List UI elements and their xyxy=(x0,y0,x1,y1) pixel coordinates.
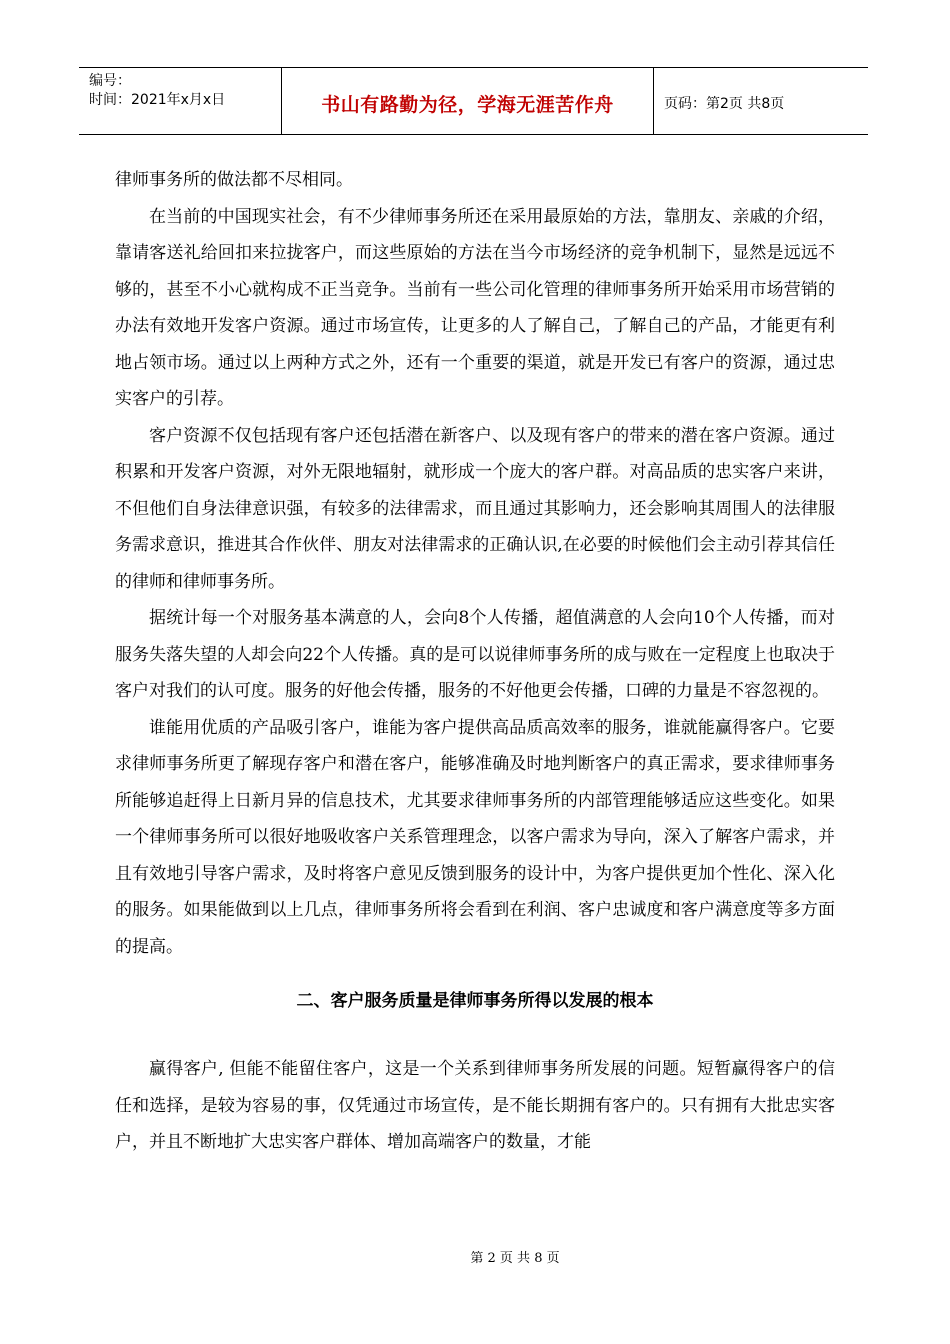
section-heading: 二、客户服务质量是律师事务所得以发展的根本 xyxy=(296,991,654,1011)
header-page-info: 页码：第2页 共8页 xyxy=(664,96,785,112)
header-meta xyxy=(79,68,281,134)
paragraph: 客户资源不仅包括现有客户还包括潜在新客户、以及现有客户的带来的潜在客户资源。通过积累和开发客户资源，对外无限地辐射，就形成一个庞大的客户群。对高品质的忠实客户来讲，不但他们自身法律意识强，有较多的法律需求，而且通过其影响力，还会影响其周围人的法律服务需求意识，推进其合作伙伴、朋友对法律需求的正确认识,在必要的时候他们会主动引荐其信任的律师和律师事务所。 xyxy=(115,425,835,592)
paragraph: 赢得客户, 但能不能留住客户，这是一个关系到律师事务所发展的问题。短暂赢得客户的信任和选择，是较为容易的事，仅凭通过市场宣传，是不能长期拥有客户的。只有拥有大批忠实客户，并且不断地扩大忠实客户群体、增加高端客户的数量，才能 xyxy=(115,1059,835,1152)
paragraph: 律师事务所的做法都不尽相同。 xyxy=(115,170,353,190)
page-footer: 第 2 页 共 8 页 xyxy=(470,1251,560,1266)
paragraph: 谁能用优质的产品吸引客户，谁能为客户提供高品质高效率的服务，谁就能赢得客户。它要求律师事务所更了解现存客户和潜在客户，能够准确及时地判断客户的真正需求，要求律师事务所能够追赶得上日新月异的信息技术，尤其要求律师事务所的内部管理能够适应这些变化。如果一个律师事务所可以很好地吸收客户关系管理理念，以客户需求为导向，深入了解客户需求，并且有效地引导客户需求，及时将客户意见反馈到服务的设计中，为客户提供更加个性化、深入化的服务。如果能做到以上几点，律师事务所将会看到在利润、客户忠诚度和客户满意度等多方面的提高。 xyxy=(115,717,835,957)
document-time-label: 时间：2021年x月x日 xyxy=(89,92,226,108)
page-header xyxy=(79,67,868,135)
spacer xyxy=(115,965,835,983)
header-motto: 书山有路勤为径，学海无涯苦作舟 xyxy=(281,68,654,134)
document-body xyxy=(115,162,835,1161)
spacer xyxy=(115,1019,835,1051)
paragraph: 在当前的中国现实社会，有不少律师事务所还在采用最原始的方法，靠朋友、亲戚的介绍，靠请客送礼给回扣来拉拢客户，而这些原始的方法在当今市场经济的竞争机制下，显然是远远不够的，甚至不小心就构成不正当竞争。当前有一些公司化管理的律师事务所开始采用市场营销的办法有效地开发客户资源。通过市场宣传，让更多的人了解自己，了解自己的产品，才能更有利地占领市场。通过以上两种方式之外，还有一个重要的渠道，就是开发已有客户的资源，通过忠实客户的引荐。 xyxy=(115,206,835,409)
paragraph: 据统计每一个对服务基本满意的人，会向8个人传播，超值满意的人会向10个人传播，而对服务失落失望的人却会向22个人传播。真的是可以说律师事务所的成与败在一定程度上也取决于客户对我们的认可度。服务的好他会传播，服务的不好他更会传播，口碑的力量是不容忽视的。 xyxy=(115,608,835,701)
document-number-label: 编号： xyxy=(89,73,131,89)
